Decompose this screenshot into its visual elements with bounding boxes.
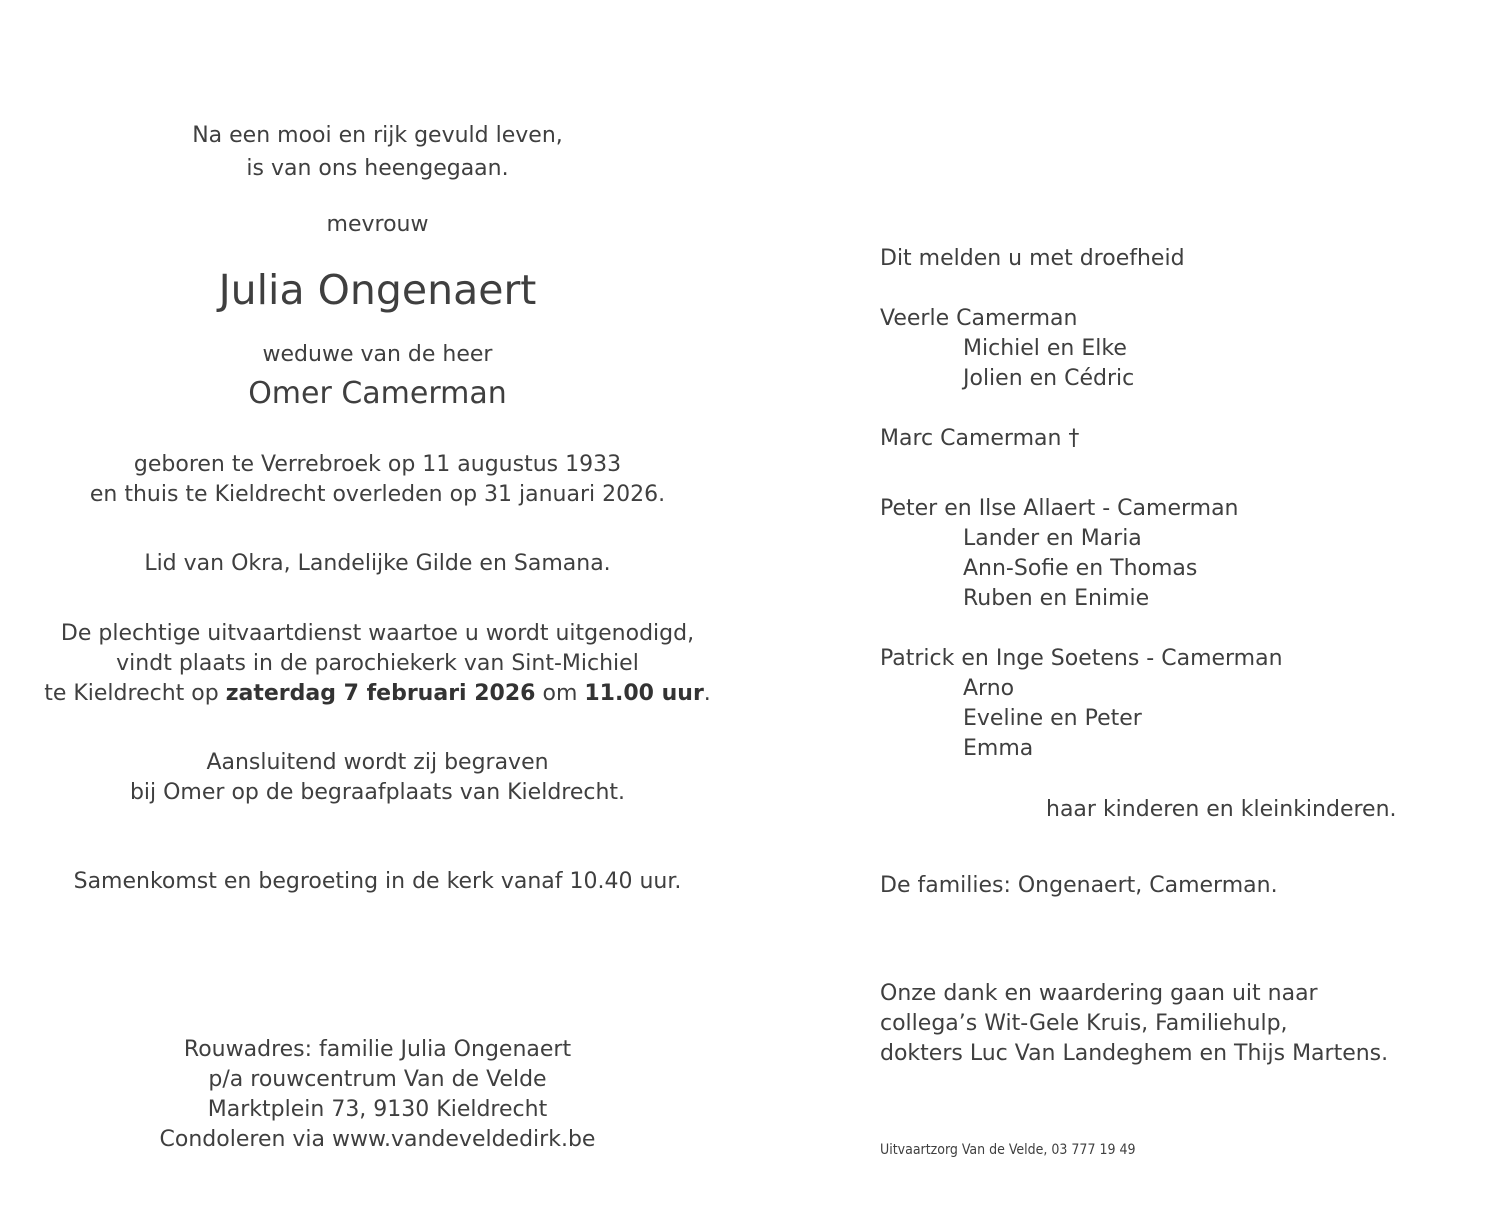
burial-line-1: Aansluitend wordt zij begraven [206, 750, 549, 775]
family-child: Jolien en Cédric [963, 366, 1135, 391]
thanks-line-1: Onze dank en waardering gaan uit naar [880, 981, 1318, 1006]
family-child: Lander en Maria [963, 526, 1142, 551]
family-child: Michiel en Elke [963, 336, 1127, 361]
family-head-2: Marc Camerman † [880, 426, 1080, 451]
family-child: Arno [963, 676, 1015, 701]
family-head-3: Peter en Ilse Allaert - Camerman [880, 496, 1239, 521]
service-time: 11.00 uur [584, 681, 704, 706]
address-line-1: Rouwadres: familie Julia Ongenaert [183, 1037, 572, 1062]
death-line: en thuis te Kieldrecht overleden op 31 januari 2026. [89, 482, 666, 507]
intro-line-2: is van ons heengegaan. [246, 156, 509, 181]
relation-line: haar kinderen en kleinkinderen. [1046, 797, 1397, 822]
service-line-2: vindt plaats in de parochiekerk van Sint-Michiel [116, 651, 639, 676]
deceased-name: Julia Ongenaert [218, 266, 537, 314]
gathering-line: Samenkomst en begroeting in de kerk vanaf 10.40 uur. [73, 869, 682, 894]
family-child: Ann-Sofie en Thomas [963, 556, 1198, 581]
undertaker-line: Uitvaartzorg Van de Velde, 03 777 19 49 [880, 1142, 1136, 1158]
family-head-4: Patrick en Inge Soetens - Camerman [880, 646, 1283, 671]
address-line-2: p/a rouwcentrum Van de Velde [208, 1067, 547, 1092]
address-line-4: Condoleren via www.vandeveldedirk.be [159, 1127, 596, 1152]
thanks-line-2: collega’s Wit-Gele Kruis, Familiehulp, [880, 1011, 1288, 1036]
service-date: zaterdag 7 februari 2026 [225, 681, 536, 706]
service-line-3: te Kieldrecht op zaterdag 7 februari 2026 om 11.00 uur. [44, 681, 711, 706]
announce-line: Dit melden u met droefheid [880, 246, 1185, 271]
burial-line-2: bij Omer op de begraafplaats van Kieldrecht. [129, 780, 626, 805]
family-child: Ruben en Enimie [963, 586, 1150, 611]
intro-line-1: Na een mooi en rijk gevuld leven, [192, 123, 563, 148]
families-line: De families: Ongenaert, Camerman. [880, 873, 1278, 898]
family-child: Emma [963, 736, 1034, 761]
membership-line: Lid van Okra, Landelijke Gilde en Samana. [144, 551, 611, 576]
husband-name: Omer Camerman [248, 376, 507, 411]
service-line-1: De plechtige uitvaartdienst waartoe u wordt uitgenodigd, [60, 621, 695, 646]
birth-line: geboren te Verrebroek op 11 augustus 1933 [133, 452, 622, 477]
title-mevrouw: mevrouw [326, 212, 429, 237]
thanks-line-3: dokters Luc Van Landeghem en Thijs Martens. [880, 1041, 1389, 1066]
widow-of: weduwe van de heer [262, 342, 493, 367]
address-line-3: Marktplein 73, 9130 Kieldrecht [207, 1097, 548, 1122]
family-child: Eveline en Peter [963, 706, 1142, 731]
family-head-1: Veerle Camerman [880, 306, 1078, 331]
